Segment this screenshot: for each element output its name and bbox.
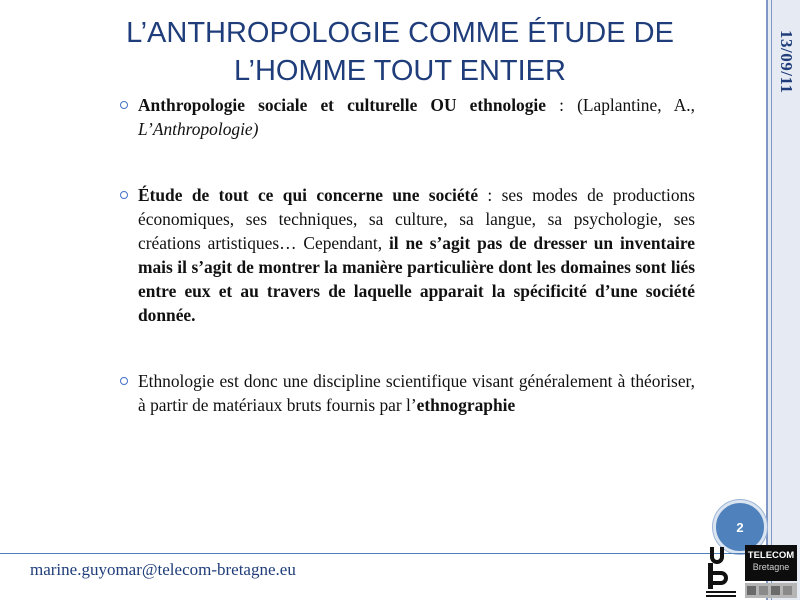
telecom-logo-line2: Bretagne [752,562,790,572]
bullet-2-bold-emphasis: il ne s’agit pas de dresser un inventaire mais il s’agit de montrer la manière particulière dont les domaines sont liés entre eux et au travers de laquelle apparait la spécificité d’une société donnée. [138,233,695,325]
telecom-logo-line1: TELECOM [747,550,795,561]
telecom-bretagne-logo [745,545,797,581]
bullet-3-bold: ethnographie [416,395,516,415]
bullet-1-text: : (Laplantine, A., [545,95,695,115]
ubo-logo-icon [702,543,742,599]
page-number-badge: 2 [713,500,767,554]
circle-bullet-icon [120,101,128,109]
band-divider-line [766,0,768,600]
bullet-item-2 [120,183,695,327]
partner-logo-strip [745,583,797,598]
bullet-item-3 [120,369,695,417]
footer-email: marine.guyomar@telecom-bretagne.eu [30,560,296,579]
bullet-1-italic: L’Anthropologie) [138,119,259,139]
slide-title [90,14,710,90]
title-line-1: L’ANTHROPOLOGIE COMME ÉTUDE DE [126,17,674,49]
circle-bullet-icon [120,377,128,385]
bullet-1-bold: Anthropologie sociale et culturelle OU ethnologie [138,95,546,115]
bullet-item-1 [120,93,695,141]
bullet-2-bold-lead: Étude de tout ce qui concerne une société [138,185,479,205]
circle-bullet-icon [120,191,128,199]
title-line-2: L’HOMME TOUT ENTIER [234,55,566,87]
bullet-3-text: Ethnologie est donc une discipline scientifique visant généralement à théoriser, à partir de matériaux bruts fournis par l’ [138,371,695,415]
slide-date: 13/09/11 [777,30,796,94]
bullet-2-text: : ses modes de productions économiques, ses techniques, sa culture, sa langue, sa psychologie, ses créations artistiques… Cependant, [138,185,695,253]
slide-body [120,93,695,417]
footer-divider [0,553,766,554]
